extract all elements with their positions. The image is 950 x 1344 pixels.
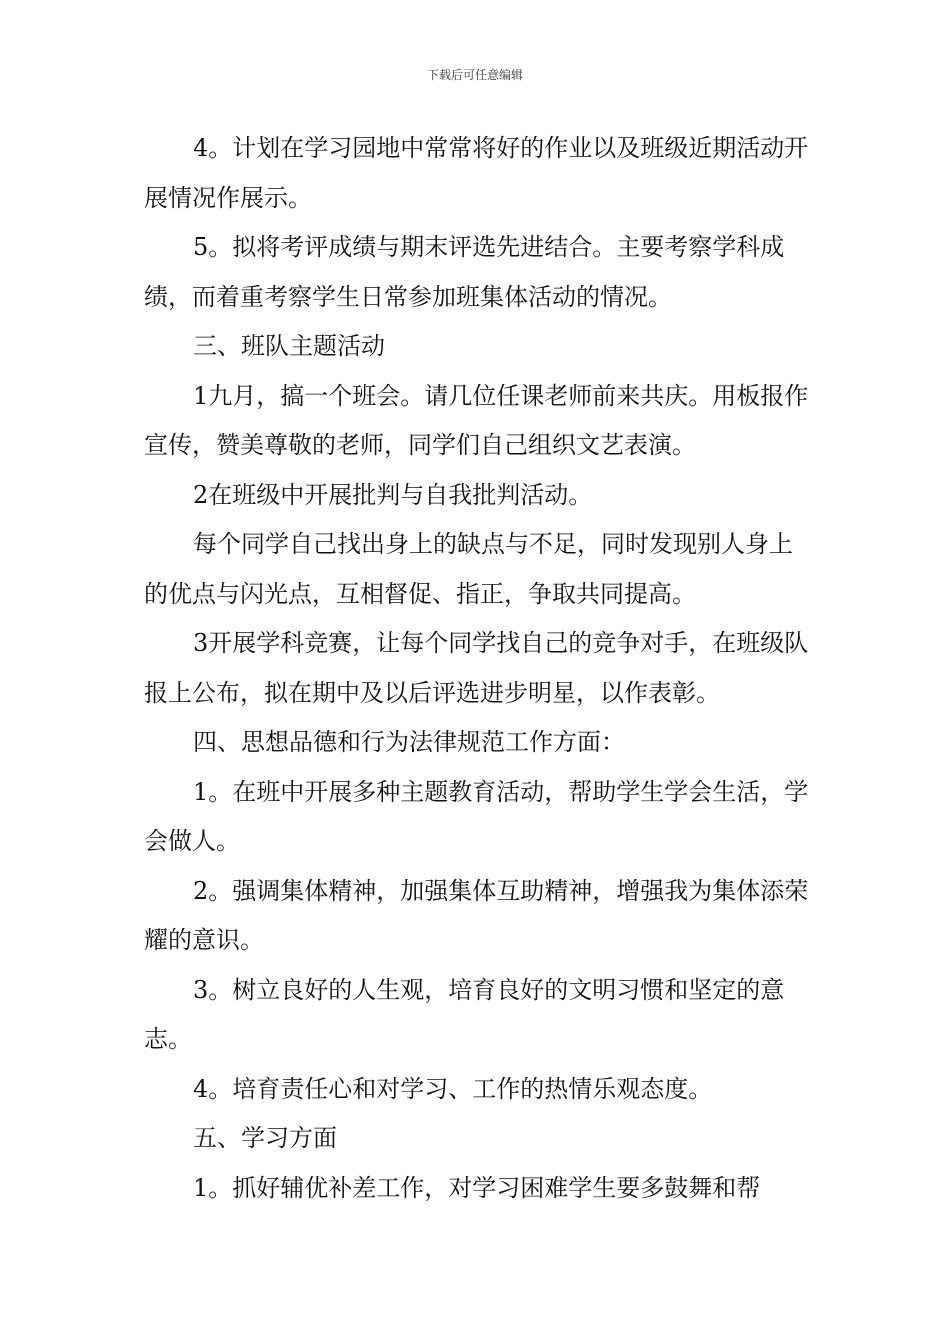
section-heading-study: 五、学习方面 xyxy=(193,1124,337,1152)
paragraph-4-showcase: 4。计划在学习园地中常常将好的作业以及班级近期活动开展情况作展示。 xyxy=(144,134,809,212)
paragraph-self-criticism: 2在班级中开展批判与自我批判活动。 xyxy=(193,480,593,509)
paragraph-responsibility: 4。培育责任心和对学习、工作的热情乐观态度。 xyxy=(193,1074,713,1103)
document-body xyxy=(144,124,810,1213)
paragraph-outlook: 3。树立良好的人生观，培育良好的文明习惯和坚定的意志。 xyxy=(144,975,785,1053)
paragraph-5-evaluation: 5。拟将考评成绩与期末评选先进结合。主要考察学科成绩，而着重考察学生日常参加班集体活动的情况。 xyxy=(144,233,785,311)
paragraph-strengths-weaknesses: 每个同学自己找出身上的缺点与不足，同时发现别人身上的优点与闪光点，互相督促、指正，争取共同提高。 xyxy=(144,530,793,608)
paragraph-subject-competition: 3开展学科竞赛，让每个同学找自己的竞争对手，在班级队报上公布，拟在期中及以后评选进步明星，以作表彰。 xyxy=(144,629,809,707)
section-heading-class-activities: 三、班队主题活动 xyxy=(193,332,385,360)
paragraph-collective-spirit: 2。强调集体精神，加强集体互助精神，增强我为集体添荣耀的意识。 xyxy=(144,876,809,954)
paragraph-theme-education: 1。在班中开展多种主题教育活动，帮助学生学会生活，学会做人。 xyxy=(144,777,809,855)
page-header: 下载后可任意编辑 xyxy=(426,68,523,82)
paragraph-september-meeting: 1九月，搞一个班会。请几位任课老师前来共庆。用板报作宣传，赞美尊敬的老师，同学们自己组织文艺表演。 xyxy=(144,381,809,459)
section-heading-moral-conduct: 四、思想品德和行为法律规范工作方面： xyxy=(193,728,625,756)
paragraph-tutoring: 1。抓好辅优补差工作，对学习困难学生要多鼓舞和帮 xyxy=(193,1173,761,1202)
